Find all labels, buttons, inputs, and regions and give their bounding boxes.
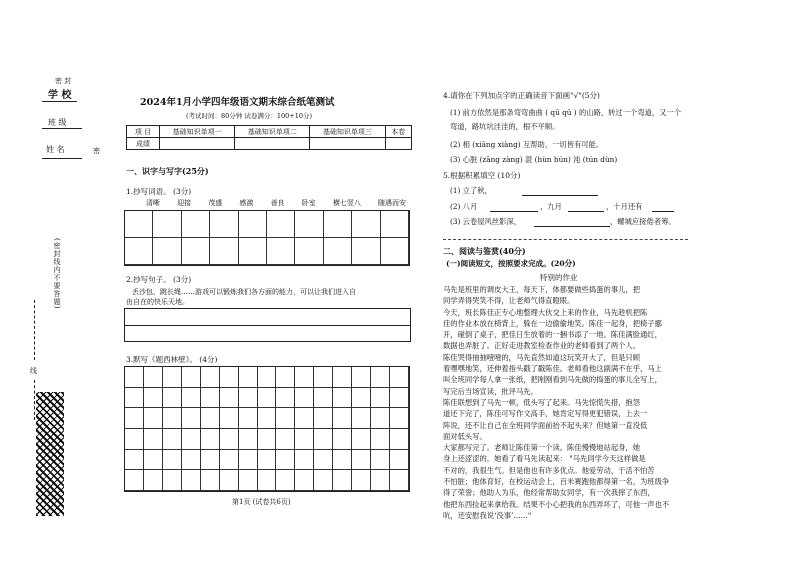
part1-label: (一)阅读短文，按照要求完成。(20分) bbox=[446, 259, 576, 268]
grid-cell[interactable] bbox=[220, 408, 239, 429]
grid-cell[interactable] bbox=[210, 211, 238, 238]
passage-line: 吭，还安慰我说‘没事’……" bbox=[443, 510, 532, 520]
grid-cell[interactable] bbox=[125, 450, 144, 471]
grid-cell[interactable] bbox=[182, 388, 201, 409]
grid-cell[interactable] bbox=[163, 408, 182, 429]
grid-cell[interactable] bbox=[352, 408, 371, 429]
grid-cell[interactable] bbox=[371, 450, 390, 471]
q5-item3b: ，螺城应接倦者筹。 bbox=[610, 217, 676, 226]
q1-word: 横七竖八 bbox=[332, 199, 361, 207]
grid-cell[interactable] bbox=[182, 470, 201, 491]
grid-cell[interactable] bbox=[295, 429, 314, 450]
grid-cell[interactable] bbox=[295, 470, 314, 491]
section2-heading: 二、阅读与鉴赏(40分) bbox=[443, 246, 526, 256]
passage-line: 阵说，还不让自己在全班同学面前抬不起头来？但她第一直没低 bbox=[443, 420, 648, 430]
grid-cell[interactable] bbox=[276, 388, 295, 409]
passage-line: 马先是班里的调皮大王，每天下，体都要做些捣蛋的事儿，把 bbox=[443, 285, 641, 294]
grid-cell[interactable] bbox=[182, 238, 210, 265]
exam-info: (考试时间：80分钟 试卷满分：100+10分) bbox=[186, 112, 313, 120]
grid-cell[interactable] bbox=[220, 429, 239, 450]
mi-label: 密 bbox=[93, 147, 100, 155]
passage-line: 写完后当场宣读，批评马先。 bbox=[443, 386, 538, 396]
grid-cell[interactable] bbox=[125, 238, 153, 265]
grid-cell[interactable] bbox=[182, 367, 201, 388]
grid-cell[interactable] bbox=[239, 470, 258, 491]
score-cell-header: 基础知识单项二 bbox=[235, 126, 310, 138]
score-cell[interactable] bbox=[235, 138, 310, 150]
grid-cell[interactable] bbox=[390, 429, 409, 450]
score-table bbox=[126, 125, 412, 150]
score-cell[interactable] bbox=[310, 138, 385, 150]
grid-cell[interactable] bbox=[295, 367, 314, 388]
q1-word: 卧室 bbox=[301, 199, 316, 207]
grid-cell[interactable] bbox=[144, 388, 163, 409]
grid-cell[interactable] bbox=[125, 429, 144, 450]
grid-cell[interactable] bbox=[276, 367, 295, 388]
grid-cell[interactable] bbox=[324, 238, 352, 265]
q1-label: 1.抄写词语。 (3分) bbox=[126, 187, 192, 196]
grid-cell[interactable] bbox=[201, 367, 220, 388]
grid-cell[interactable] bbox=[201, 470, 220, 491]
grid-cell[interactable] bbox=[239, 211, 267, 238]
grid-cell[interactable] bbox=[324, 211, 352, 238]
grid-cell[interactable] bbox=[295, 450, 314, 471]
score-cell-header: 基础知识单项一 bbox=[160, 126, 235, 138]
q2-label: 2.抄写句子。 (3分) bbox=[126, 275, 192, 284]
grid-cell[interactable] bbox=[352, 388, 371, 409]
passage-line: 身上还涩涩的，她看了看马先读起来： "马先同学今天这样做是 bbox=[443, 454, 646, 464]
q1-word: 清晰 bbox=[146, 199, 160, 207]
q4-item2: (2) 相 (xiāng xiàng) 互帮助，一切皆有可能。 bbox=[450, 140, 604, 149]
grid-cell[interactable] bbox=[163, 450, 182, 471]
grid-cell[interactable] bbox=[333, 429, 352, 450]
q4-item3: (3) 心脏 (zāng zàng) 混 (hùn hún) 沌 (tún dùn) bbox=[450, 155, 618, 164]
grid-cell[interactable] bbox=[239, 388, 258, 409]
grid-cell[interactable] bbox=[267, 238, 295, 265]
grid-cell[interactable] bbox=[267, 211, 295, 238]
grid-cell[interactable] bbox=[390, 367, 409, 388]
grid-cell[interactable] bbox=[314, 450, 333, 471]
grid-cell[interactable] bbox=[239, 238, 267, 265]
q1-word: 感激 bbox=[239, 199, 254, 207]
grid-cell[interactable] bbox=[153, 211, 181, 238]
name-label: 姓 名 bbox=[46, 145, 65, 154]
grid-cell[interactable] bbox=[182, 450, 201, 471]
grid-cell[interactable] bbox=[144, 450, 163, 471]
grid-cell[interactable] bbox=[314, 388, 333, 409]
q5-item1: (1) 立了秋， bbox=[450, 186, 492, 195]
grid-cell[interactable] bbox=[220, 367, 239, 388]
q4-label: 4.请你在下列加点字的正确读音下面画"√"(5分) bbox=[443, 91, 600, 100]
grid-cell[interactable] bbox=[276, 429, 295, 450]
grid-cell[interactable] bbox=[182, 429, 201, 450]
q5-item2a: (2) 八月 bbox=[450, 202, 478, 211]
passage-line: 不对的，我很生气。但是他也有许多优点。他爱劳动，干活不怕苦 bbox=[443, 465, 655, 475]
binding-margin bbox=[0, 0, 110, 561]
section-divider bbox=[443, 239, 688, 240]
passage-line: 数据也弄脏了。正好走进教室检查作业的老师看到了两个人。 bbox=[443, 341, 641, 351]
q5-blank3[interactable] bbox=[568, 211, 604, 212]
grid-cell[interactable] bbox=[390, 450, 409, 471]
grid-cell[interactable] bbox=[352, 429, 371, 450]
passage-line: 同学弄得哭笑不得，让老师气得直瞪眼。 bbox=[443, 296, 575, 306]
grid-cell[interactable] bbox=[276, 450, 295, 471]
grid-cell[interactable] bbox=[239, 450, 258, 471]
q2-sentence-line1: 丢沙包、跳长绳……游戏可以锻炼我们各方面的能力，可以让我们进入自 bbox=[132, 288, 356, 296]
grid-cell[interactable] bbox=[295, 238, 323, 265]
grid-cell[interactable] bbox=[201, 429, 220, 450]
q5-blank5[interactable] bbox=[534, 226, 610, 227]
grid-cell[interactable] bbox=[333, 450, 352, 471]
grid-cell[interactable] bbox=[295, 408, 314, 429]
grid-cell[interactable] bbox=[182, 211, 210, 238]
grid-cell[interactable] bbox=[182, 408, 201, 429]
score-cell[interactable] bbox=[160, 138, 235, 150]
passage-body bbox=[443, 284, 693, 521]
grid-cell[interactable] bbox=[333, 388, 352, 409]
q4-item1: (1) 前方依然是那条弯弯曲曲 ( qū qǔ ) 的山路，转过一个弯道，又一个 bbox=[450, 108, 682, 117]
passage-line: 今天，班长陈佳正专心地整理大伙交上来的作业，马先趁机把陈 bbox=[443, 307, 648, 317]
q1-writing-grid[interactable] bbox=[124, 210, 410, 266]
grid-cell[interactable] bbox=[201, 408, 220, 429]
grid-cell[interactable] bbox=[314, 429, 333, 450]
grid-cell[interactable] bbox=[258, 367, 277, 388]
q5-blank1[interactable] bbox=[522, 195, 598, 196]
grid-cell[interactable] bbox=[220, 470, 239, 491]
grid-cell[interactable] bbox=[125, 211, 153, 238]
passage-line: 佳的作业本放在椅背上，躲在一边偷偷地笑。陈佳一起身，把椅子挪 bbox=[443, 318, 662, 328]
passage-line: 着嘿嘿地笑，还伸着指头戳了戳陈佳。老师看他这副满不在乎，马上 bbox=[443, 364, 662, 374]
q5-item3a: (3) 云卷屋风丝影深， bbox=[450, 217, 522, 226]
grid-cell[interactable] bbox=[276, 408, 295, 429]
passage-line: 陈佳哭得抽抽噎噎的，马先直然如道这玩笑开大了，但是只顾 bbox=[443, 352, 641, 362]
grid-cell[interactable] bbox=[295, 388, 314, 409]
grid-cell[interactable] bbox=[163, 470, 182, 491]
grid-cell[interactable] bbox=[333, 470, 352, 491]
grid-cell[interactable] bbox=[333, 408, 352, 429]
passage-line: 大家都写完了。老师让陈佳第一个读。陈佳慢慢地站起身，她 bbox=[443, 443, 641, 453]
passage-line: 道还下完了，陈佳可写作文高手，她肯定写得更犯错误，上去一 bbox=[443, 409, 648, 419]
grid-cell[interactable] bbox=[381, 211, 409, 238]
dotted-seal-line bbox=[34, 300, 35, 360]
grid-cell[interactable] bbox=[144, 367, 163, 388]
grid-cell[interactable] bbox=[125, 367, 144, 388]
q1-word: 随遇而安 bbox=[377, 199, 406, 207]
passage-line: 叫全班同学每人拿一张纸，把刚刚看到马先做的捣蛋的事儿全写上， bbox=[443, 375, 662, 385]
grid-cell[interactable] bbox=[314, 470, 333, 491]
score-row-label: 成绩 bbox=[127, 138, 160, 150]
no-answer-note: (密封线内不要答题) bbox=[53, 238, 61, 310]
passage-line: 面对低头写。 bbox=[443, 431, 487, 441]
grid-cell[interactable] bbox=[390, 388, 409, 409]
passage-title: 特别的作业 bbox=[540, 273, 578, 282]
passage-line: 得了荣誉；他助人为乐，他经常帮助女同学，有一次我摔了东西， bbox=[443, 488, 655, 498]
grid-cell[interactable] bbox=[352, 211, 380, 238]
score-cell-header: 项 目 bbox=[127, 126, 160, 138]
score-cell-header: 本卷 bbox=[385, 126, 411, 138]
grid-cell[interactable] bbox=[239, 367, 258, 388]
grid-cell[interactable] bbox=[295, 211, 323, 238]
grid-cell[interactable] bbox=[371, 408, 390, 429]
section1-heading: 一、识字与写字(25分) bbox=[126, 166, 209, 176]
score-table-header-row bbox=[127, 126, 412, 138]
page-footer: 第1页 (试卷共6页) bbox=[232, 498, 291, 506]
q5-item2b: ，九月 bbox=[540, 202, 562, 211]
q1-word: 茂盛 bbox=[208, 199, 223, 207]
q5-blank4[interactable] bbox=[652, 211, 674, 212]
dotted-seal-line-2 bbox=[34, 380, 35, 420]
grid-cell[interactable] bbox=[352, 367, 371, 388]
grid-cell[interactable] bbox=[390, 408, 409, 429]
grid-cell[interactable] bbox=[333, 367, 352, 388]
score-cell-header: 基础知识单项三 bbox=[310, 126, 385, 138]
q2-writing-line[interactable] bbox=[125, 325, 410, 326]
q5-item2c: ，十月还有 bbox=[606, 202, 643, 211]
class-label: 班 级 bbox=[48, 118, 67, 127]
q5-label: 5.根据积累填空 (10分) bbox=[443, 171, 521, 180]
score-table-score-row bbox=[127, 138, 412, 150]
class-field[interactable] bbox=[42, 128, 82, 129]
grid-cell[interactable] bbox=[239, 408, 258, 429]
passage-line: 陈佳联想到了马先一顿，低头写了起来。马先惊慌失措，抱怨 bbox=[443, 397, 641, 407]
grid-cell[interactable] bbox=[371, 429, 390, 450]
q3-writing-grid[interactable] bbox=[124, 366, 410, 492]
grid-cell[interactable] bbox=[125, 408, 144, 429]
grid-cell[interactable] bbox=[153, 238, 181, 265]
q1-word: 迎接 bbox=[177, 199, 192, 207]
grid-cell[interactable] bbox=[239, 429, 258, 450]
grid-cell[interactable] bbox=[125, 470, 144, 491]
grid-cell[interactable] bbox=[371, 367, 390, 388]
grid-cell[interactable] bbox=[258, 470, 277, 491]
line-label: 线 bbox=[30, 367, 37, 375]
grid-cell[interactable] bbox=[201, 388, 220, 409]
q1-word: 善良 bbox=[270, 199, 285, 207]
grid-cell[interactable] bbox=[201, 450, 220, 471]
grid-cell[interactable] bbox=[381, 238, 409, 265]
school-label: 学 校 bbox=[42, 86, 77, 102]
grid-cell[interactable] bbox=[220, 388, 239, 409]
seal-label: 密 封 bbox=[55, 77, 72, 85]
passage-line: 他把东西捡起来拿给我。结果不小心把我的东西弄坏了，可他一声也不 bbox=[443, 499, 670, 509]
grid-cell[interactable] bbox=[258, 388, 277, 409]
grid-cell[interactable] bbox=[352, 238, 380, 265]
grid-cell[interactable] bbox=[220, 450, 239, 471]
grid-cell[interactable] bbox=[144, 429, 163, 450]
exam-title: 2024年1月小学四年级语文期末综合纸笔测试 bbox=[140, 97, 335, 108]
grid-cell[interactable] bbox=[163, 429, 182, 450]
grid-cell[interactable] bbox=[352, 450, 371, 471]
q4-item1b: 弯道，路坑坑洼洼的，根不平顺。 bbox=[450, 122, 560, 131]
passage-line: 不怕脏；他体育好，在校运动会上，百米赛跑他都得第一名，为班级争 bbox=[443, 477, 670, 487]
score-cell[interactable] bbox=[385, 138, 411, 150]
grid-cell[interactable] bbox=[258, 408, 277, 429]
q2-sentence-line2: 由自在的快乐天地。 bbox=[126, 298, 189, 306]
grid-cell[interactable] bbox=[371, 470, 390, 491]
grid-cell[interactable] bbox=[314, 408, 333, 429]
grid-cell[interactable] bbox=[276, 470, 295, 491]
decorative-border-pattern bbox=[36, 392, 64, 516]
q5-blank2[interactable] bbox=[490, 211, 538, 212]
grid-cell[interactable] bbox=[144, 470, 163, 491]
grid-cell[interactable] bbox=[258, 429, 277, 450]
grid-cell[interactable] bbox=[371, 388, 390, 409]
q1-word-list bbox=[146, 198, 406, 208]
grid-cell[interactable] bbox=[210, 238, 238, 265]
grid-cell[interactable] bbox=[163, 388, 182, 409]
passage-line: 开，碰倒了桌子，把佳日生放着的一捆书添了一地。陈佳满脸通红， bbox=[443, 330, 662, 340]
q2-writing-lines[interactable] bbox=[124, 308, 411, 342]
grid-cell[interactable] bbox=[163, 367, 182, 388]
name-field[interactable] bbox=[42, 158, 82, 159]
grid-cell[interactable] bbox=[144, 408, 163, 429]
grid-cell[interactable] bbox=[125, 388, 144, 409]
grid-cell[interactable] bbox=[258, 450, 277, 471]
q3-label: 3.默写《题西林壁》。 (4分) bbox=[126, 355, 218, 364]
grid-cell[interactable] bbox=[352, 470, 371, 491]
grid-cell[interactable] bbox=[390, 470, 409, 491]
grid-cell[interactable] bbox=[314, 367, 333, 388]
